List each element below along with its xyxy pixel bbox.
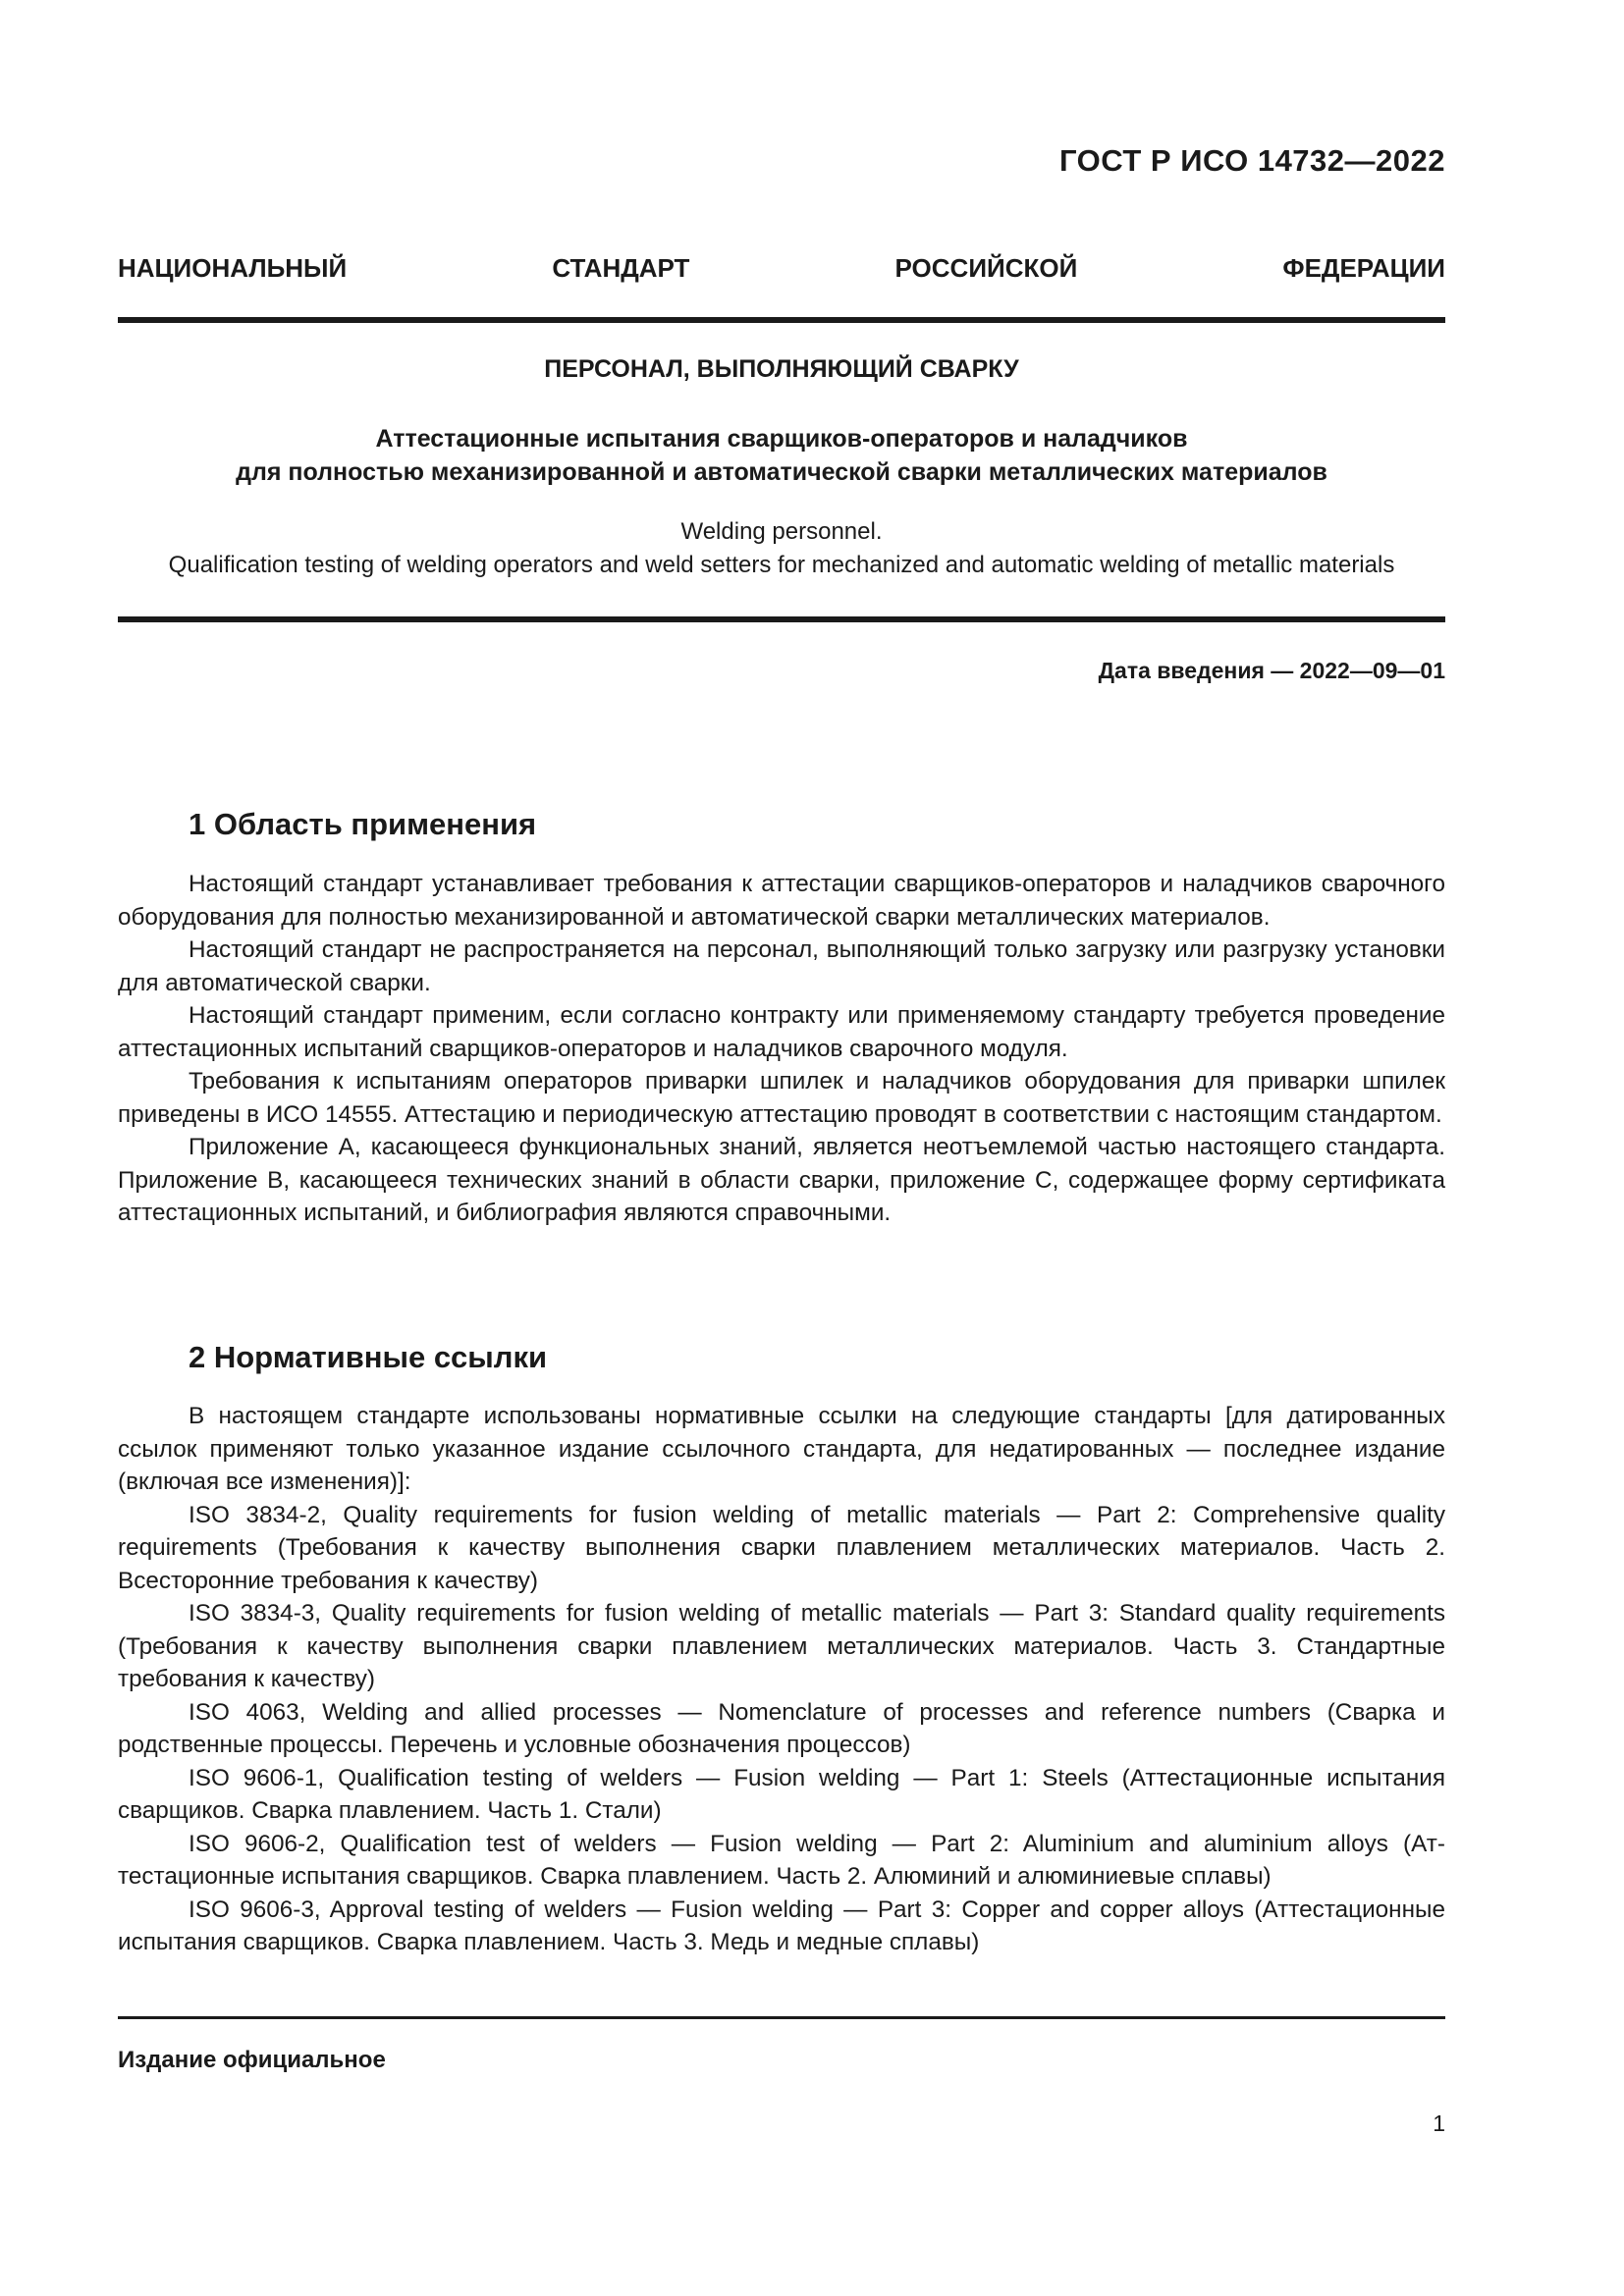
paragraph: Настоящий стандарт не распространяется на персонал, выполняющий только загрузку или разгрузку установки для автоматической сварки. <box>118 936 1445 996</box>
banner-word: РОССИЙСКОЙ <box>894 253 1078 283</box>
banner-word: ФЕДЕРАЦИИ <box>1282 253 1445 283</box>
section-2-body <box>118 1400 1445 1959</box>
paragraph: В настоящем стандарте использованы нормативные ссылки на следующие стандарты [для датированных ссылок применяют только указанное издание ссылочного стандарта, для недатированных — последнее издание (включая все изменения)]: <box>118 1403 1445 1495</box>
reference-item: ISO 3834-3, Quality requirements for fusion welding of metallic materials — Part 3: Standard quality requirements (Требования к качеству выполнения сварки плавлением металлических материалов. Часть 3. Стандартные требования к качеству) <box>118 1600 1445 1692</box>
top-divider <box>118 317 1445 323</box>
paragraph: Требования к испытаниям операторов приварки шпилек и наладчиков оборудования для приварки шпилек приведены в ИСО 14555. Аттестацию и периодическую аттестацию проводят в соответствии с настоящим стандартом. <box>118 1068 1445 1128</box>
introduction-date: Дата введения — 2022—09—01 <box>1098 658 1445 683</box>
paragraph: Приложение А, касающееся функциональных знаний, является неотъемлемой частью настоящего стандарта. Приложение В, касающееся технических знаний в области сварки, приложение С, содержащее форму сертификата аттестационных испытаний, и библиография являются справочными. <box>118 1134 1445 1226</box>
footer-divider <box>118 2016 1445 2019</box>
paragraph: Настоящий стандарт применим, если согласно контракту или применяемому стандарту требуется проведение аттестационных испытаний сварщиков-операторов и наладчиков сварочного модуля. <box>118 1002 1445 1062</box>
subtitle-russian-line: для полностью механизированной и автоматической сварки металлических материалов <box>236 458 1327 486</box>
paragraph: Настоящий стандарт устанавливает требования к аттестации сварщиков-операторов и наладчиков сварочного оборудования для полностью механизированной и автоматической сварки металлических материалов. <box>118 871 1445 931</box>
banner-word: НАЦИОНАЛЬНЫЙ <box>118 253 348 283</box>
section-1-heading: 1 Область применения <box>189 807 537 841</box>
section-2-heading: 2 Нормативные ссылки <box>189 1340 548 1374</box>
national-standard-banner <box>118 253 1445 284</box>
document-title: ПЕРСОНАЛ, ВЫПОЛНЯЮЩИЙ СВАРКУ <box>544 355 1019 383</box>
subtitle-english <box>118 515 1445 582</box>
title-divider <box>118 616 1445 622</box>
reference-item: ISO 4063, Welding and allied processes — Nomenclature of processes and reference numbers (Сварка и родственные процессы. Перечень и условные обозначения процессов) <box>118 1698 1445 1758</box>
official-edition-label: Издание официальное <box>118 2047 386 2073</box>
document-page <box>118 0 1445 2296</box>
reference-item: ISO 9606-1, Qualification testing of welders — Fusion welding — Part 1: Steels (Аттестационные испытания сварщиков. Сварка плавлением. Часть 1. Стали) <box>118 1764 1445 1824</box>
section-1-body <box>118 868 1445 1230</box>
subtitle-english-line: Qualification testing of welding operators and weld setters for mechanized and automatic welding of metallic materials <box>168 552 1395 578</box>
reference-item: ISO 9606-3, Approval testing of welders — Fusion welding — Part 3: Copper and copper alloys (Аттестационные испытания сварщиков. Сварка плавлением. Часть 3. Медь и медные сплавы) <box>118 1896 1445 1955</box>
banner-word: СТАНДАРТ <box>552 253 690 283</box>
subtitle-english-line: Welding personnel. <box>680 518 883 545</box>
subtitle-russian-line: Аттестационные испытания сварщиков-операторов и наладчиков <box>375 425 1188 453</box>
subtitle-russian <box>118 422 1445 489</box>
reference-item: ISO 3834-2, Quality requirements for fusion welding of metallic materials — Part 2: Comprehensive quality requirements (Требования к качеству выполнения сварки плавлением металлических материалов. Часть 2. Всесторонние требования к качеству) <box>118 1501 1445 1594</box>
reference-item: ISO 9606-2, Qualification test of welders — Fusion welding — Part 2: Aluminium and aluminium alloys (Аттестационные испытания сварщиков. Сварка плавлением. Часть 2. Алюминий и алюминиевые сплавы) <box>118 1830 1445 1890</box>
document-code: ГОСТ Р ИСО 14732—2022 <box>1058 143 1445 178</box>
page-number: 1 <box>1433 2110 1445 2136</box>
